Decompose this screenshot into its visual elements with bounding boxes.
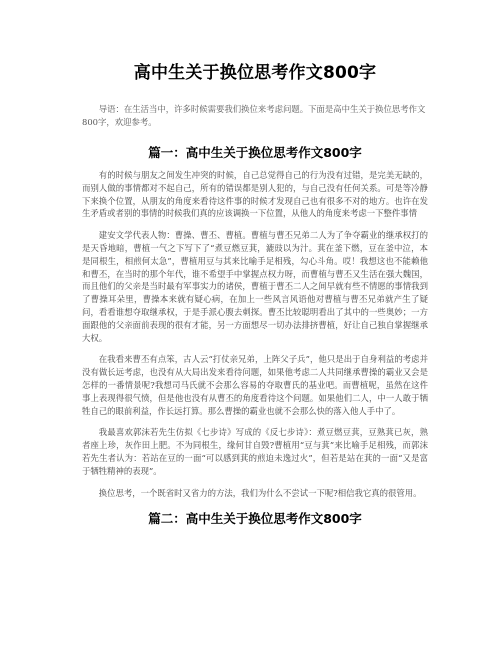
document-title: 高中生关于换位思考作文800字 bbox=[133, 63, 377, 83]
body-paragraph: 在我看来曹丕有点笨，古人云“打仗亲兄弟，上阵父子兵”，他只是出于自身利益的考虑并没有做长远考虑，也没有从大局出发来看待问题，如果他考虑二人共同继承曹操的霸业又会是怎样的一番情景呢?我想司马氏就不会那么容易的夺取曹氏的基业吧。而曹植呢，虽然在这件事上表现得很气愤，但是他也没有从曹丕的角度看待这个问题。如果他们二人，中一人敢于牺牲自己的眼前利益，作长远打算。那么曹操的霸业也就不会那么快的落入他人手中了。 bbox=[82, 354, 428, 416]
body-paragraph: 我最喜欢郭沫若先生仿拟《七步诗》写成的《反七步诗》：煮豆燃豆萁，豆熟萁已灰，熟者座上珍，灰作田上肥。不为同根生，缘何甘自毁?曹植用“豆与萁”来比喻手足相残，而郭沫若先生者认为：若站在豆的一面“可以感到萁的煎迫未逸过火”，但若是站在萁的一面“又是富于牺牲精神的表现”。 bbox=[82, 427, 428, 476]
section-heading-2: 篇二：高中生关于换位思考作文800字 bbox=[148, 511, 362, 527]
body-paragraph: 有的时候与朋友之间发生冲突的时候，自己总觉得自己的行为没有过错，是完美无缺的，而别人做的事情都对不起自己，所有的错误都是别人犯的，与自己没有任何关系。可是等冷静下来换个位置，从朋友的角度来看待这件事的时候才发现自己也有很多不对的地方。也许在发生矛盾或者别的事情的时候我们真的应该调换一下位置，从他人的角度来考虑一下整件事情 bbox=[82, 170, 428, 219]
section-heading-1: 篇一：高中生关于换位思考作文800字 bbox=[148, 145, 362, 160]
body-paragraph: 建安文学代表人物：曹操、曹丕、曹植。曹植与曹丕兄弟二人为了争夺霸业的继承权打的是天昏地暗，曹植一气之下写下了“煮豆燃豆萁，漉豉以为汁。萁在釜下燃，豆在釜中泣，本是同根生，相煎何太急”，曹植用豆与其来比喻手足相残，勾心斗角。哎！我想这也不能赖他和曹丕，在当时的那个年代，谁不希望手中掌握点权力呀，而曹植与曹丕又生活在强大魏国，而且他们的父亲是当时最有军事实力的诸侯，曹植于曹丕二人之间早就有些不情愿的事情我到了曹操耳朵里，曹操本来就有疑心病，在加上一些风言风语他对曹植与曹丕兄弟就产生了疑问，看看谁想夺取继承权，于是手派心腹去刺探。曹丕比较聪明看出了其中的一些奥妙；一方面跟他的父亲面前表现的很有才能，另一方面想尽一切办法排挤曹植，好让自己独自掌握继承大权。 bbox=[82, 230, 428, 343]
body-paragraph: 换位思考，一个既省时又省力的方法，我们为什么不尝试一下呢?相信我它真的很管用。 bbox=[98, 487, 422, 498]
intro-paragraph: 导语：在生活当中，许多时候需要我们换位来考虑问题。下面是高中生关于换位思考作文800字，欢迎参考。 bbox=[82, 104, 426, 127]
